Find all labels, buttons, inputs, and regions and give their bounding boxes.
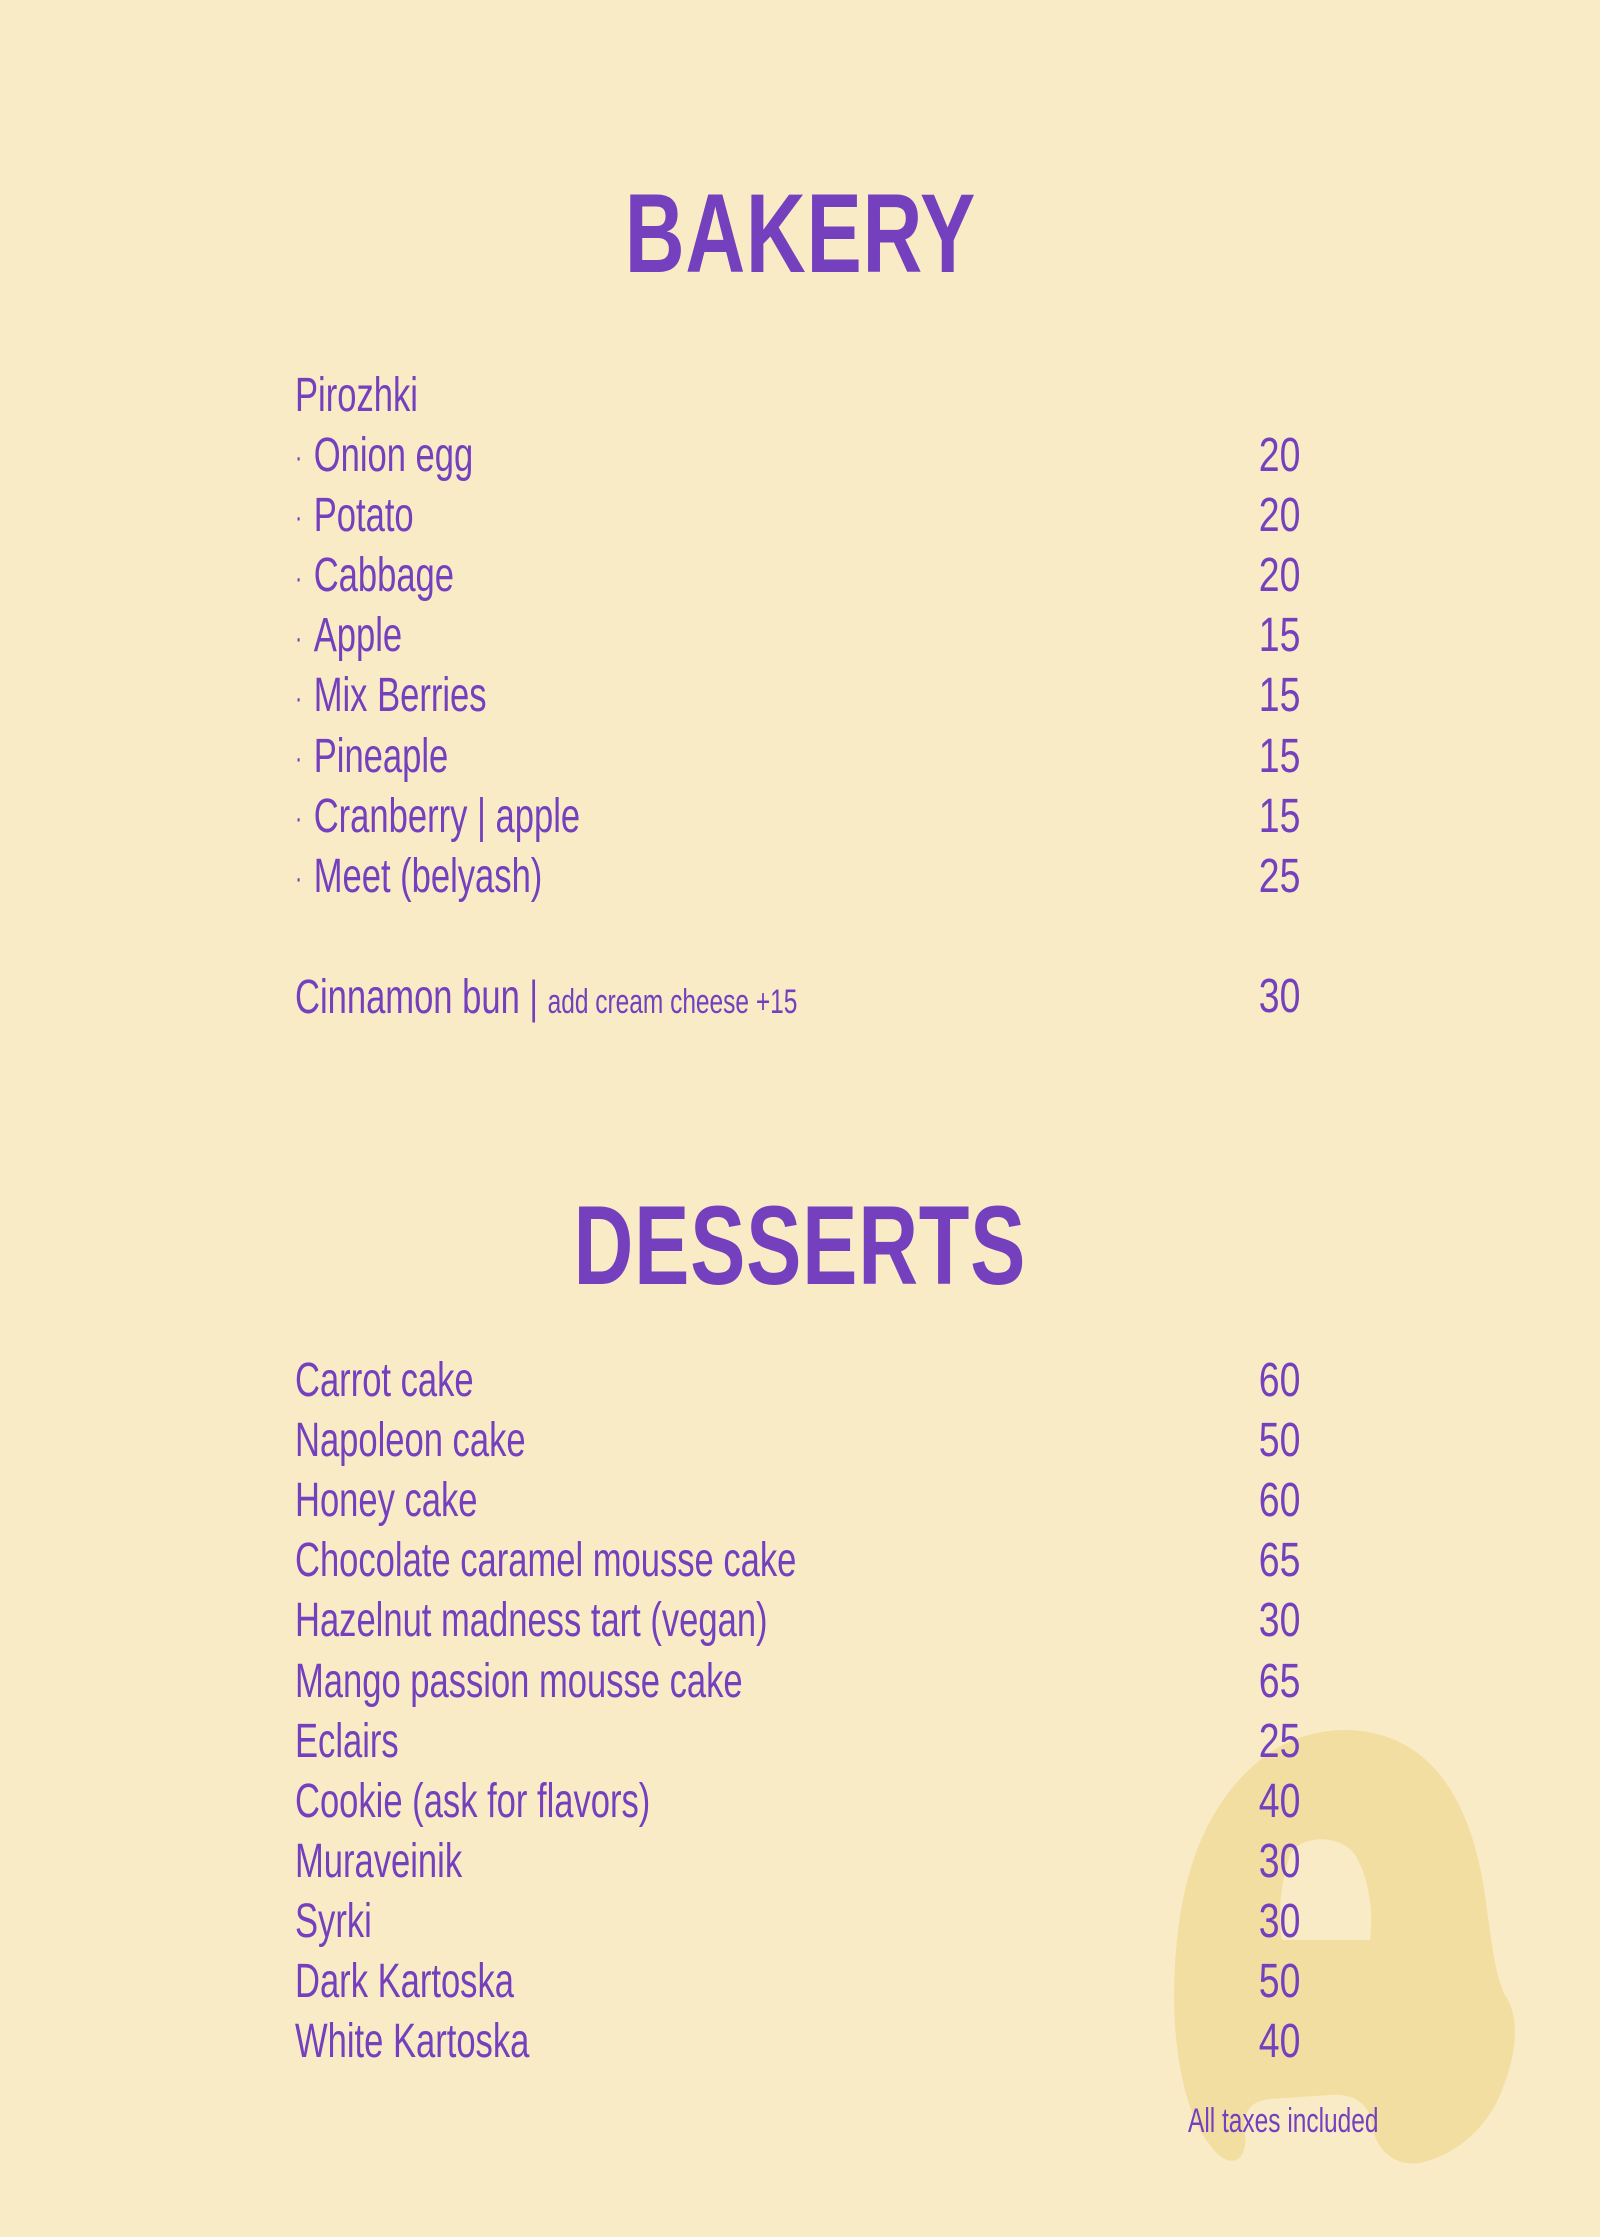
dessert-item-price: 65 bbox=[1258, 1534, 1300, 1588]
bakery-item-row bbox=[295, 426, 1300, 486]
desserts-title: DESSERTS bbox=[573, 1183, 1027, 1308]
dessert-item-row bbox=[295, 1652, 1300, 1712]
dessert-item-row bbox=[295, 1892, 1300, 1952]
bakery-item-row bbox=[295, 727, 1300, 787]
dessert-item-price: 65 bbox=[1258, 1654, 1300, 1708]
bakery-item-row bbox=[295, 666, 1300, 726]
dessert-item-row bbox=[295, 1712, 1300, 1772]
dessert-item-price: 30 bbox=[1258, 1834, 1300, 1888]
bakery-item-name: · Cranberry | apple bbox=[295, 787, 691, 849]
bakery-item-name: · Meet (belyash) bbox=[295, 847, 638, 909]
bakery-item-row bbox=[295, 787, 1300, 847]
bakery-item-name: · Cabbage bbox=[295, 546, 516, 608]
dessert-item-row bbox=[295, 1952, 1300, 2012]
bakery-subheading-row bbox=[295, 366, 1300, 426]
bakery-item-name: · Onion egg bbox=[295, 426, 543, 488]
dessert-item-name: White Kartoska bbox=[295, 2015, 530, 2069]
bullet-icon: · bbox=[295, 801, 303, 835]
bakery-item-price: 20 bbox=[1258, 549, 1300, 603]
dessert-item-row bbox=[295, 1772, 1300, 1832]
dessert-item-row bbox=[295, 1471, 1300, 1531]
cinnamon-bun-item bbox=[295, 967, 993, 1032]
dessert-item-row bbox=[295, 1832, 1300, 1892]
dessert-item-name: Napoleon cake bbox=[295, 1414, 526, 1468]
bullet-icon: · bbox=[295, 741, 303, 775]
bakery-item-price: 20 bbox=[1258, 489, 1300, 543]
dessert-item-row bbox=[295, 2012, 1300, 2072]
dessert-item-price: 30 bbox=[1258, 1894, 1300, 1948]
bullet-icon: · bbox=[295, 501, 303, 535]
bakery-item-price: 15 bbox=[1258, 669, 1300, 723]
bakery-item-row bbox=[295, 606, 1300, 666]
dessert-item-name: Eclairs bbox=[295, 1714, 399, 1768]
dessert-item-name: Hazelnut madness tart (vegan) bbox=[295, 1594, 768, 1648]
dessert-item-price: 60 bbox=[1258, 1474, 1300, 1528]
dessert-item-name: Carrot cake bbox=[295, 1354, 474, 1407]
cinnamon-bun-separator: | bbox=[529, 971, 539, 1023]
bakery-item-price: 15 bbox=[1258, 789, 1300, 843]
bullet-icon: · bbox=[295, 621, 303, 655]
bakery-item-name: · Pineaple bbox=[295, 727, 508, 789]
cinnamon-bun-row bbox=[295, 967, 1300, 1027]
dessert-item-price: 50 bbox=[1258, 1955, 1300, 2008]
bakery-item-price: 15 bbox=[1258, 729, 1300, 783]
dessert-item-name: Honey cake bbox=[295, 1474, 478, 1528]
bakery-item-price: 25 bbox=[1258, 849, 1300, 903]
bakery-item-row bbox=[295, 486, 1300, 546]
dessert-item-row bbox=[295, 1591, 1300, 1651]
cinnamon-bun-note: add cream cheese +15 bbox=[547, 983, 798, 1021]
bakery-title: BAKERY bbox=[624, 171, 976, 296]
bakery-item-price: 15 bbox=[1258, 609, 1300, 663]
taxes-note: All taxes included bbox=[1188, 2102, 1379, 2140]
bakery-item-row bbox=[295, 546, 1300, 606]
dessert-item-name: Muraveinik bbox=[295, 1834, 463, 1888]
dessert-item-price: 50 bbox=[1258, 1414, 1300, 1468]
dessert-item-name: Chocolate caramel mousse cake bbox=[295, 1534, 797, 1588]
dessert-item-price: 60 bbox=[1258, 1354, 1300, 1407]
bakery-item-price: 20 bbox=[1258, 429, 1300, 482]
bakery-item-name: · Mix Berries bbox=[295, 666, 561, 728]
bullet-icon: · bbox=[295, 561, 303, 595]
dessert-item-price: 25 bbox=[1258, 1714, 1300, 1768]
bullet-icon: · bbox=[295, 441, 303, 475]
dessert-item-price: 30 bbox=[1258, 1594, 1300, 1648]
dessert-item-price: 40 bbox=[1258, 2015, 1300, 2069]
bakery-subheading: Pirozhki bbox=[295, 369, 418, 422]
dessert-item-row bbox=[295, 1531, 1300, 1591]
dessert-item-name: Cookie (ask for flavors) bbox=[295, 1774, 651, 1828]
dessert-item-name: Dark Kartoska bbox=[295, 1955, 514, 2008]
dessert-item-name: Syrki bbox=[295, 1894, 372, 1948]
cinnamon-bun-price: 30 bbox=[1258, 970, 1300, 1023]
dessert-item-row bbox=[295, 1411, 1300, 1471]
cinnamon-bun-name: Cinnamon bun bbox=[295, 971, 520, 1024]
dessert-item-price: 40 bbox=[1258, 1774, 1300, 1828]
bullet-icon: · bbox=[295, 681, 303, 715]
dessert-item-name: Mango passion mousse cake bbox=[295, 1654, 743, 1708]
bakery-item-name: · Potato bbox=[295, 486, 460, 548]
bakery-item-row bbox=[295, 847, 1300, 907]
dessert-item-row bbox=[295, 1351, 1300, 1411]
bullet-icon: · bbox=[295, 862, 303, 895]
bakery-item-name: · Apple bbox=[295, 606, 444, 668]
